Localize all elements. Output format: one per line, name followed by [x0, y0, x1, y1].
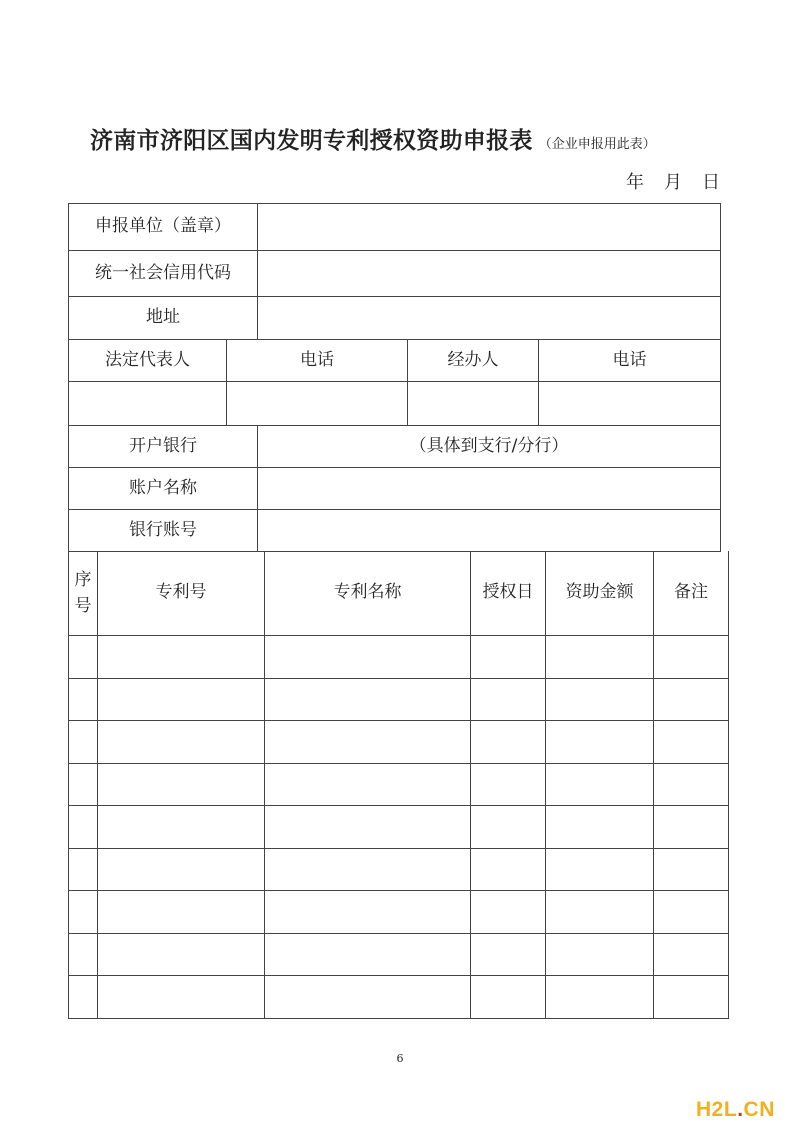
amount-cell[interactable] — [546, 679, 654, 722]
watermark-left: H2L — [696, 1098, 738, 1121]
patent-name-cell[interactable] — [265, 679, 471, 722]
unit-input[interactable] — [258, 204, 721, 251]
account-number-label: 银行账号 — [69, 510, 258, 552]
amount-cell[interactable] — [546, 806, 654, 849]
amount-cell[interactable] — [546, 721, 654, 764]
patent-no-cell[interactable] — [98, 764, 265, 807]
grant-date-cell[interactable] — [471, 679, 546, 722]
handler-input[interactable] — [408, 382, 539, 426]
patent-name-header: 专利名称 — [265, 551, 471, 636]
seq-cell[interactable] — [69, 806, 98, 849]
seq-cell[interactable] — [69, 976, 98, 1019]
applicant-info-table — [68, 203, 721, 552]
account-number-input[interactable] — [258, 510, 721, 552]
amount-cell[interactable] — [546, 976, 654, 1019]
seq-cell[interactable] — [69, 679, 98, 722]
seq-cell[interactable] — [69, 849, 98, 892]
remarks-cell[interactable] — [654, 976, 729, 1019]
remarks-cell[interactable] — [654, 891, 729, 934]
seq-header-char-2: 号 — [74, 596, 92, 616]
site-watermark-logo — [696, 1098, 788, 1122]
remarks-cell[interactable] — [654, 849, 729, 892]
patent-no-cell[interactable] — [98, 679, 265, 722]
title-note: （企业申报用此表） — [538, 137, 656, 152]
seq-cell[interactable] — [69, 764, 98, 807]
patent-name-cell[interactable] — [265, 806, 471, 849]
amount-cell[interactable] — [546, 764, 654, 807]
patent-no-cell[interactable] — [98, 806, 265, 849]
patent-no-cell[interactable] — [98, 934, 265, 977]
handler-phone-header: 电话 — [539, 340, 721, 382]
watermark-dot: . — [737, 1098, 744, 1121]
handler-header: 经办人 — [408, 340, 539, 382]
patent-name-cell[interactable] — [265, 934, 471, 977]
remarks-cell[interactable] — [654, 806, 729, 849]
legal-rep-phone-header: 电话 — [227, 340, 408, 382]
seq-cell[interactable] — [69, 891, 98, 934]
date-month: 月 — [664, 172, 682, 193]
patent-name-cell[interactable] — [265, 891, 471, 934]
amount-header: 资助金额 — [546, 551, 654, 636]
seq-cell[interactable] — [69, 721, 98, 764]
page-number: 6 — [396, 1052, 404, 1065]
address-label: 地址 — [69, 297, 258, 340]
patent-name-cell[interactable] — [265, 976, 471, 1019]
handler-phone-input[interactable] — [539, 382, 721, 426]
remarks-cell[interactable] — [654, 636, 729, 679]
bank-input[interactable]: （具体到支行/分行） — [258, 426, 721, 468]
title-main: 济南市济阳区国内发明专利授权资助申报表 — [90, 128, 533, 154]
grant-date-cell[interactable] — [471, 806, 546, 849]
remarks-cell[interactable] — [654, 764, 729, 807]
bank-label: 开户银行 — [69, 426, 258, 468]
seq-header — [69, 551, 98, 636]
seq-cell[interactable] — [69, 934, 98, 977]
credit-code-label: 统一社会信用代码 — [69, 251, 258, 297]
legal-rep-header: 法定代表人 — [69, 340, 227, 382]
remarks-header: 备注 — [654, 551, 729, 636]
patent-no-cell[interactable] — [98, 636, 265, 679]
grant-date-cell[interactable] — [471, 636, 546, 679]
amount-cell[interactable] — [546, 891, 654, 934]
patent-name-cell[interactable] — [265, 636, 471, 679]
remarks-cell[interactable] — [654, 679, 729, 722]
watermark-right: CN — [743, 1098, 775, 1121]
date-line — [600, 168, 720, 194]
grant-date-cell[interactable] — [471, 849, 546, 892]
amount-cell[interactable] — [546, 849, 654, 892]
remarks-cell[interactable] — [654, 721, 729, 764]
grant-date-cell[interactable] — [471, 934, 546, 977]
remarks-cell[interactable] — [654, 934, 729, 977]
legal-rep-input[interactable] — [69, 382, 227, 426]
patent-no-header: 专利号 — [98, 551, 265, 636]
grant-date-cell[interactable] — [471, 721, 546, 764]
grant-date-cell[interactable] — [471, 764, 546, 807]
seq-cell[interactable] — [69, 636, 98, 679]
seq-header-char-1: 序 — [74, 569, 92, 590]
patent-name-cell[interactable] — [265, 721, 471, 764]
patent-name-cell[interactable] — [265, 764, 471, 807]
patent-no-cell[interactable] — [98, 891, 265, 934]
grant-date-header: 授权日 — [471, 551, 546, 636]
account-name-input[interactable] — [258, 468, 721, 510]
amount-cell[interactable] — [546, 934, 654, 977]
date-day: 日 — [702, 172, 720, 193]
patent-no-cell[interactable] — [98, 849, 265, 892]
patent-no-cell[interactable] — [98, 721, 265, 764]
grant-date-cell[interactable] — [471, 976, 546, 1019]
legal-rep-phone-input[interactable] — [227, 382, 408, 426]
patent-list-table — [68, 551, 729, 1019]
credit-code-input[interactable] — [258, 251, 721, 297]
address-input[interactable] — [258, 297, 721, 340]
grant-date-cell[interactable] — [471, 891, 546, 934]
unit-label: 申报单位（盖章） — [69, 204, 258, 251]
account-name-label: 账户名称 — [69, 468, 258, 510]
patent-name-cell[interactable] — [265, 849, 471, 892]
form-title — [90, 122, 730, 162]
patent-no-cell[interactable] — [98, 976, 265, 1019]
amount-cell[interactable] — [546, 636, 654, 679]
date-year: 年 — [626, 172, 644, 193]
